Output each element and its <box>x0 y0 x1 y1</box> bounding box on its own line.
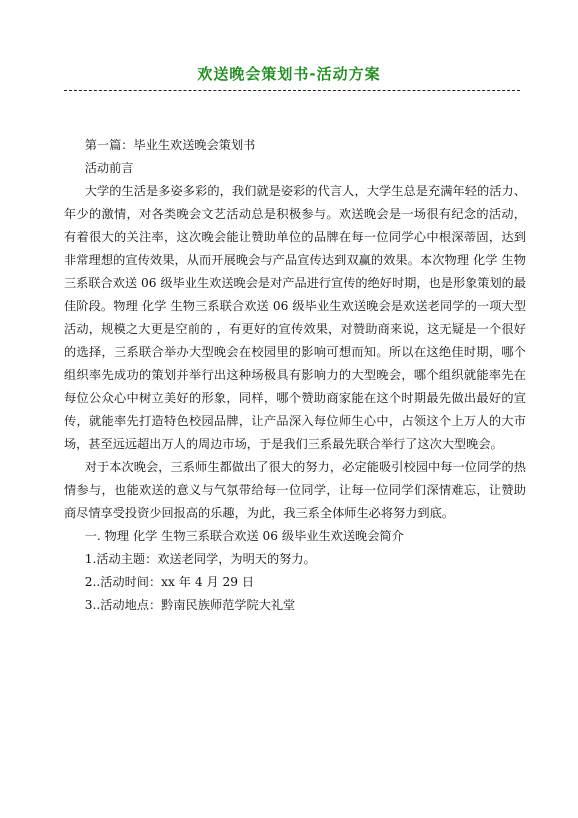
body-paragraph: 大学的生活是多姿多彩的，我们就是姿彩的代言人，大学生总是充满年轻的活力、年少的激情，对各类晚会文艺活动总是积极参与。欢送晚会是一场很有纪念的活动，有着很大的关注率，这次晚会能让赞助单位的品牌在每一位同学心中根深蒂固，达到非常理想的宣传效果，从而开展晚会与产品宣传达到双赢的效果。本次物理 化学 生物三系联合欢送 06 级毕业生欢送晚会是对产品进行宣传的绝好时期，也是形象策划的最佳阶段。物理 化学 生物三系联合欢送 06 级毕业生欢送晚会是欢送老同学的一项大型活动，规模之大更是空前的 ，有更好的宣传效果，对赞助商来说，这无疑是一个很好的选择，三系联合举办大型晚会在校园里的影响可想而知。所以在这绝佳时期，哪个组织率先成功的策划并举行出这种场极具有影响力的大型晚会，哪个组织就能率先在每位公众心中树立美好的形象，同样，哪个赞助商家能在这个时期最先做出最好的宣传，就能率先打造特色校园品牌，让产品深入每位师生心中，占领这个上万人的大市场，甚至远远超出万人的周边市场，于是我们三系最先联合举行了这次大型晚会。 <box>64 184 527 451</box>
list-item: 3..活动地点：黔南民族师范学院大礼堂 <box>84 598 296 612</box>
title-divider <box>64 90 520 91</box>
body-paragraph: 对于本次晚会，三系师生都做出了很大的努力，必定能吸引校园中每一位同学的热情参与，也能欢送的意义与气氛带给每一位同学，让每一位同学们深情难忘，让赞助商尽情享受投资少回报高的乐趣，为此，我三系全体师生必将努力到底。 <box>64 460 526 520</box>
preface-label: 活动前言 <box>84 161 134 175</box>
document-body <box>64 134 526 617</box>
list-item: 1.活动主题：欢送老同学，为明天的努力。 <box>84 552 316 566</box>
section-heading: 一. 物理 化学 生物三系联合欢送 06 级毕业生欢送晚会简介 <box>84 529 404 543</box>
chapter-heading: 第一篇：毕业生欢送晚会策划书 <box>84 138 256 152</box>
document-title: 欢送晚会策划书-活动方案 <box>197 65 381 83</box>
list-item: 2..活动时间：xx 年 4 月 29 日 <box>84 575 255 589</box>
